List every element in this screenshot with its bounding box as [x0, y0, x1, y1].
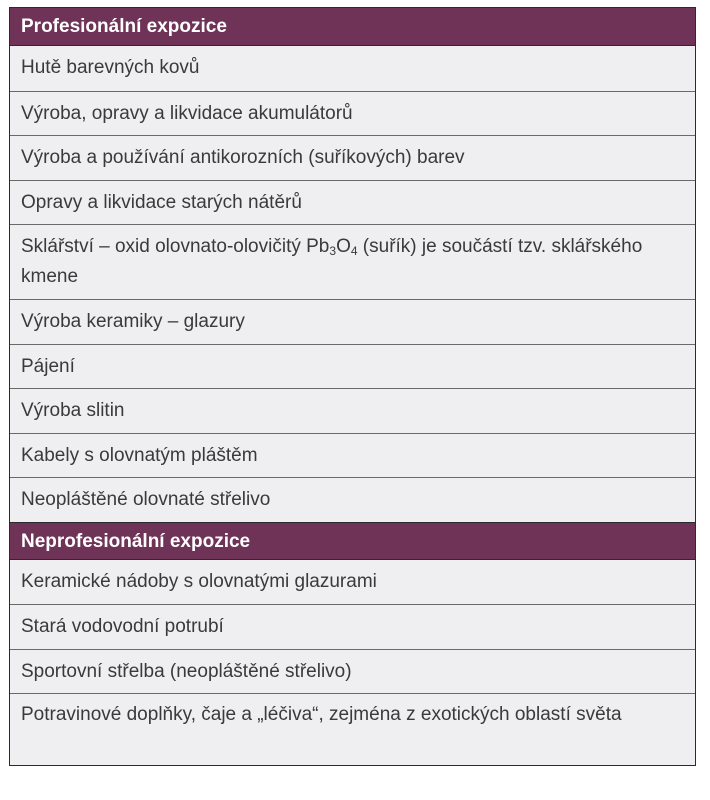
- table-row-glass: [10, 224, 695, 299]
- table-row: Výroba a používání antikorozních (suříkových) barev: [10, 135, 695, 180]
- table-row: Keramické nádoby s olovnatými glazurami: [21, 570, 377, 592]
- table-row: Neopláštěné olovnaté střelivo: [10, 477, 695, 522]
- formula-subscript: 4: [350, 244, 358, 258]
- table-row: Opravy a likvidace starých nátěrů: [10, 180, 695, 225]
- glass-row-text-cont: (suřík) je součástí tzv. sklářského kmene: [21, 236, 643, 287]
- formula-part: O: [336, 236, 351, 257]
- table-row: Stará vodovodní potrubí: [10, 604, 695, 649]
- formula-subscript: 3: [329, 244, 337, 258]
- section-header-professional: Profesionální expozice: [10, 8, 695, 46]
- section-header-nonprofessional: Neprofesionální expozice: [10, 522, 695, 560]
- table-row: Výroba slitin: [10, 388, 695, 433]
- table-row: Potravinové doplňky, čaje a „léčiva“, zejména z exotických oblastí světa: [10, 693, 695, 765]
- glass-row-text: Sklářství – oxid olovnato-olovičitý Pb: [21, 236, 330, 257]
- table-row: Pájení: [10, 344, 695, 389]
- table-row: Výroba keramiky – glazury: [10, 299, 695, 344]
- table-row: Sportovní střelba (neopláštěné střelivo): [10, 649, 695, 694]
- table-row: Výroba, opravy a likvidace akumulátorů: [10, 91, 695, 136]
- exposure-table: [9, 7, 696, 766]
- table-row: Kabely s olovnatým pláštěm: [10, 433, 695, 478]
- table-row: Hutě barevných kovů: [21, 57, 200, 78]
